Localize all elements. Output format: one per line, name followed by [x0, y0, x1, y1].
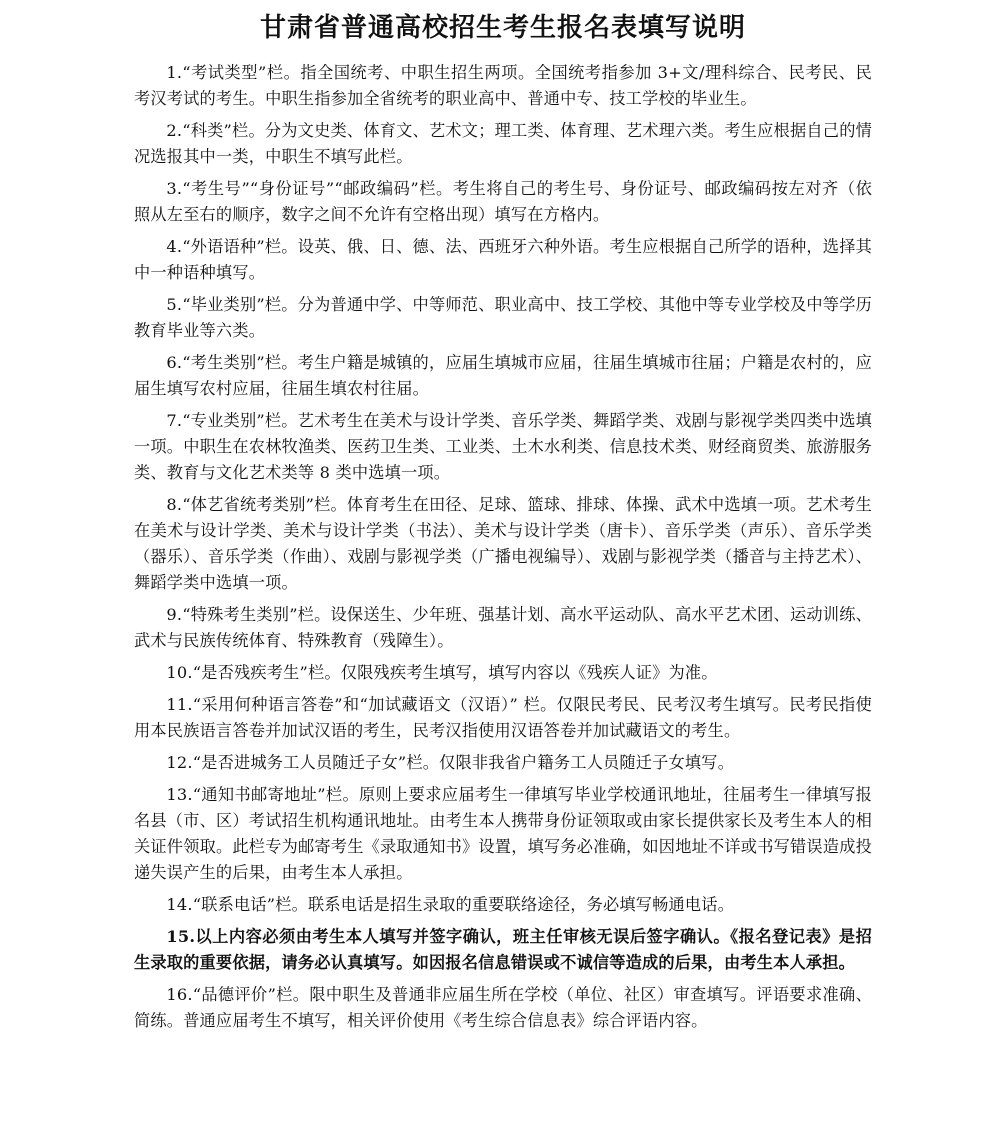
instruction-item-12: 12.“是否进城务工人员随迁子女”栏。仅限非我省户籍务工人员随迁子女填写。: [166, 753, 735, 772]
instruction-item-2: 2.“科类”栏。分为文史类、体育文、艺术文；理工类、体育理、艺术理六类。考生应根据自己的情况选报其中一类，中职生不填写此栏。: [134, 121, 872, 166]
page-title: 甘肃省普通高校招生考生报名表填写说明: [259, 13, 746, 43]
instruction-item-10: 10.“是否残疾考生”栏。仅限残疾考生填写，填写内容以《残疾人证》为准。: [166, 663, 718, 682]
instruction-item-3: 3.“考生号”“身份证号”“邮政编码”栏。考生将自己的考生号、身份证号、邮政编码按左对齐（依照从左至右的顺序，数字之间不允许有空格出现）填写在方格内。: [134, 179, 872, 224]
instruction-item-4: 4.“外语语种”栏。设英、俄、日、德、法、西班牙六种外语。考生应根据自己所学的语种，选择其中一种语种填写。: [134, 237, 872, 282]
instruction-item-1: 1.“考试类型”栏。指全国统考、中职生招生两项。全国统考指参加 3+文/理科综合、民考民、民考汉考试的考生。中职生指参加全省统考的职业高中、普通中专、技工学校的毕业生。: [134, 63, 872, 108]
instruction-item-8: 8.“体艺省统考类别”栏。体育考生在田径、足球、篮球、排球、体操、武术中选填一项。艺术考生在美术与设计学类、美术与设计学类（书法）、美术与设计学类（唐卡）、音乐学类（声乐）、音乐学类（器乐）、音乐学类（作曲）、戏剧与影视学类（广播电视编导）、戏剧与影视学类（播音与主持艺术）、舞蹈学类中选填一项。: [134, 495, 872, 592]
instruction-item-14: 14.“联系电话”栏。联系电话是招生录取的重要联络途径，务必填写畅通电话。: [166, 895, 735, 914]
instruction-item-16: 16.“品德评价”栏。限中职生及普通非应届生所在学校（单位、社区）审查填写。评语要求准确、简练。普通应届考生不填写，相关评价使用《考生综合信息表》综合评语内容。: [134, 985, 872, 1030]
instruction-item-11: 11.“采用何种语言答卷”和“加试藏语文（汉语）” 栏。仅限民考民、民考汉考生填写。民考民指使用本民族语言答卷并加试汉语的考生，民考汉指使用汉语答卷并加试藏语文的考生。: [134, 695, 872, 740]
instruction-item-15: 15.以上内容必须由考生本人填写并签字确认，班主任审核无误后签字确认。《报名登记表》是招生录取的重要依据，请务必认真填写。如因报名信息错误或不诚信等造成的后果，由考生本人承担。: [134, 927, 872, 972]
instruction-item-7: 7.“专业类别”栏。艺术考生在美术与设计学类、音乐学类、舞蹈学类、戏剧与影视学类四类中选填一项。中职生在农林牧渔类、医药卫生类、工业类、土木水利类、信息技术类、财经商贸类、旅游服务类、教育与文化艺术类等 8 类中选填一项。: [134, 411, 872, 482]
instruction-item-6: 6.“考生类别”栏。考生户籍是城镇的，应届生填城市应届，往届生填城市往届；户籍是农村的，应届生填写农村应届，往届生填农村往届。: [134, 353, 872, 398]
instruction-item-9: 9.“特殊考生类别”栏。设保送生、少年班、强基计划、高水平运动队、高水平艺术团、运动训练、武术与民族传统体育、特殊教育（残障生）。: [134, 605, 872, 650]
instruction-item-13: 13.“通知书邮寄地址”栏。原则上要求应届考生一律填写毕业学校通讯地址，往届考生一律填写报名县（市、区）考试招生机构通讯地址。由考生本人携带身份证领取或由家长提供家长及考生本人的相关证件领取。此栏专为邮寄考生《录取通知书》设置，填写务必准确，如因地址不详或书写错误造成投递失误产生的后果，由考生本人承担。: [134, 785, 872, 882]
instruction-item-5: 5.“毕业类别”栏。分为普通中学、中等师范、职业高中、技工学校、其他中等专业学校及中等学历教育毕业等六类。: [134, 295, 872, 340]
